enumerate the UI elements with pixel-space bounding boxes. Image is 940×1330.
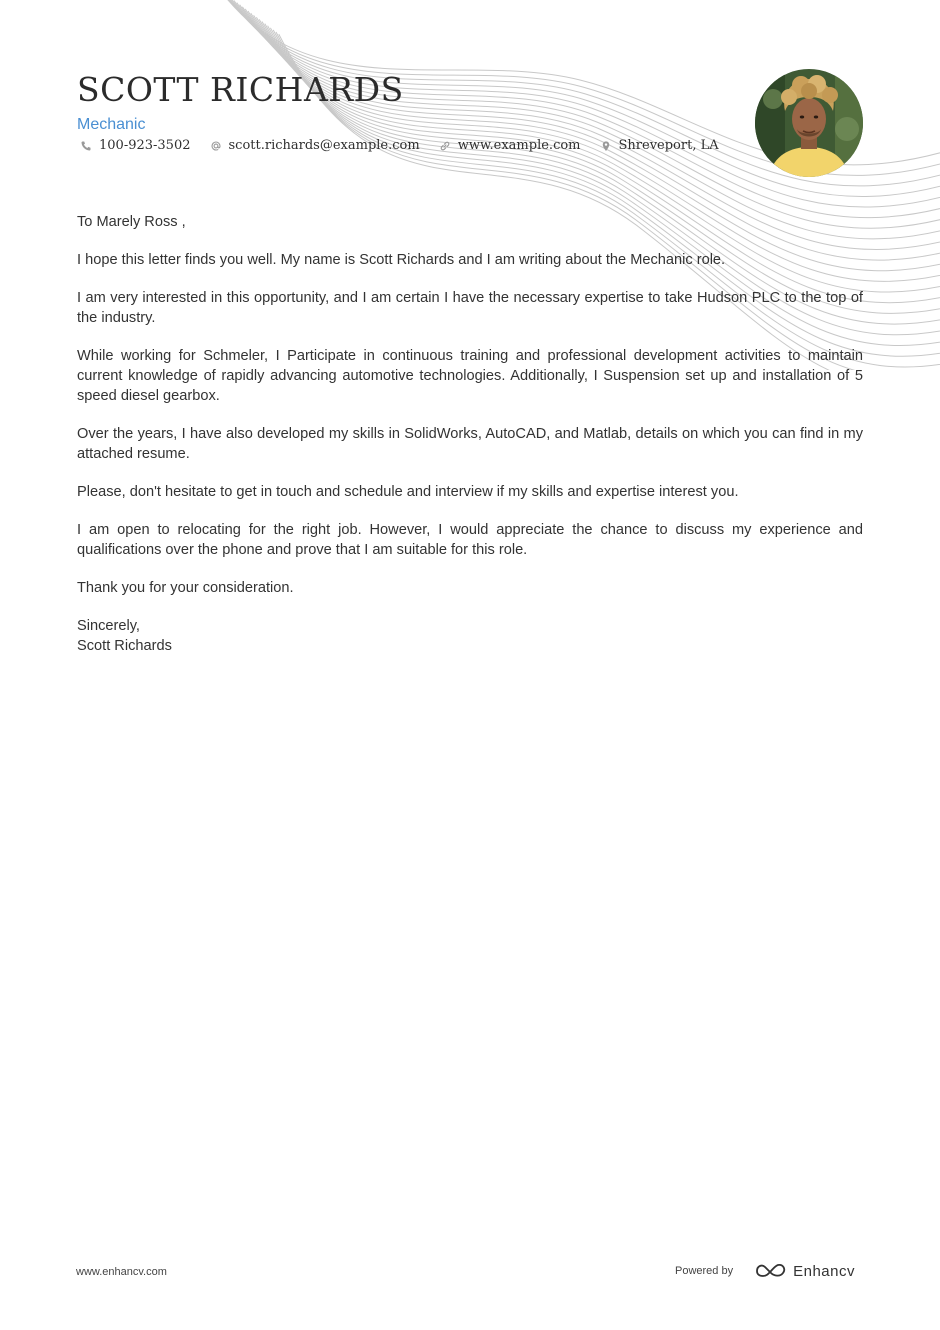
letter-paragraph: While working for Schmeler, I Participate in continuous training and professional development activities to maintain current knowledge of rapidly advancing automotive technologies. Additionally, I Suspension set up and installation of 5 speed diesel gearbox.: [77, 348, 863, 404]
location-text: Shreveport, LA: [618, 138, 719, 153]
candidate-name: SCOTT RICHARDS: [77, 70, 404, 109]
website-link: www.example.com: [457, 138, 581, 153]
job-title: Mechanic: [77, 116, 146, 133]
brand-name: Enhancv: [793, 1262, 855, 1280]
powered-by-label: Powered by: [675, 1265, 734, 1277]
at-icon: [210, 140, 222, 152]
closing: Sincerely,: [77, 618, 140, 634]
letter-paragraph: Please, don't hesitate to get in touch and schedule and interview if my skills and expertise interest you.: [77, 484, 739, 500]
contact-website[interactable]: [439, 138, 581, 153]
letter-paragraph: Thank you for your consideration.: [77, 580, 294, 596]
contact-info: [80, 138, 738, 153]
letter-paragraph: Over the years, I have also developed my skills in SolidWorks, AutoCAD, and Matlab, details on which you can find in my attached resume.: [77, 426, 863, 462]
enhancv-logo-icon: [755, 1262, 787, 1280]
cover-letter-body: [77, 212, 863, 656]
contact-location: [600, 138, 719, 153]
email-address: scott.richards@example.com: [228, 138, 420, 153]
link-icon: [439, 140, 451, 152]
profile-photo: [755, 69, 863, 177]
footer-website[interactable]: www.enhancv.com: [76, 1266, 167, 1278]
letter-paragraph: I hope this letter finds you well. My name is Scott Richards and I am writing about the Mechanic role.: [77, 252, 726, 268]
phone-icon: [80, 140, 92, 152]
signature: Scott Richards: [77, 638, 172, 654]
salutation: To Marely Ross ,: [77, 214, 186, 230]
phone-number: 100-923-3502: [99, 138, 191, 153]
footer-branding[interactable]: [675, 1262, 855, 1280]
contact-phone[interactable]: [80, 138, 191, 153]
letter-paragraph: I am open to relocating for the right job. However, I would appreciate the chance to discuss my experience and qualifications over the phone and prove that I am suitable for this role.: [77, 522, 863, 558]
letter-paragraph: I am very interested in this opportunity, and I am certain I have the necessary expertise to take Hudson PLC to the top of the industry.: [77, 290, 863, 326]
contact-email[interactable]: [210, 138, 420, 153]
location-pin-icon: [600, 140, 612, 152]
